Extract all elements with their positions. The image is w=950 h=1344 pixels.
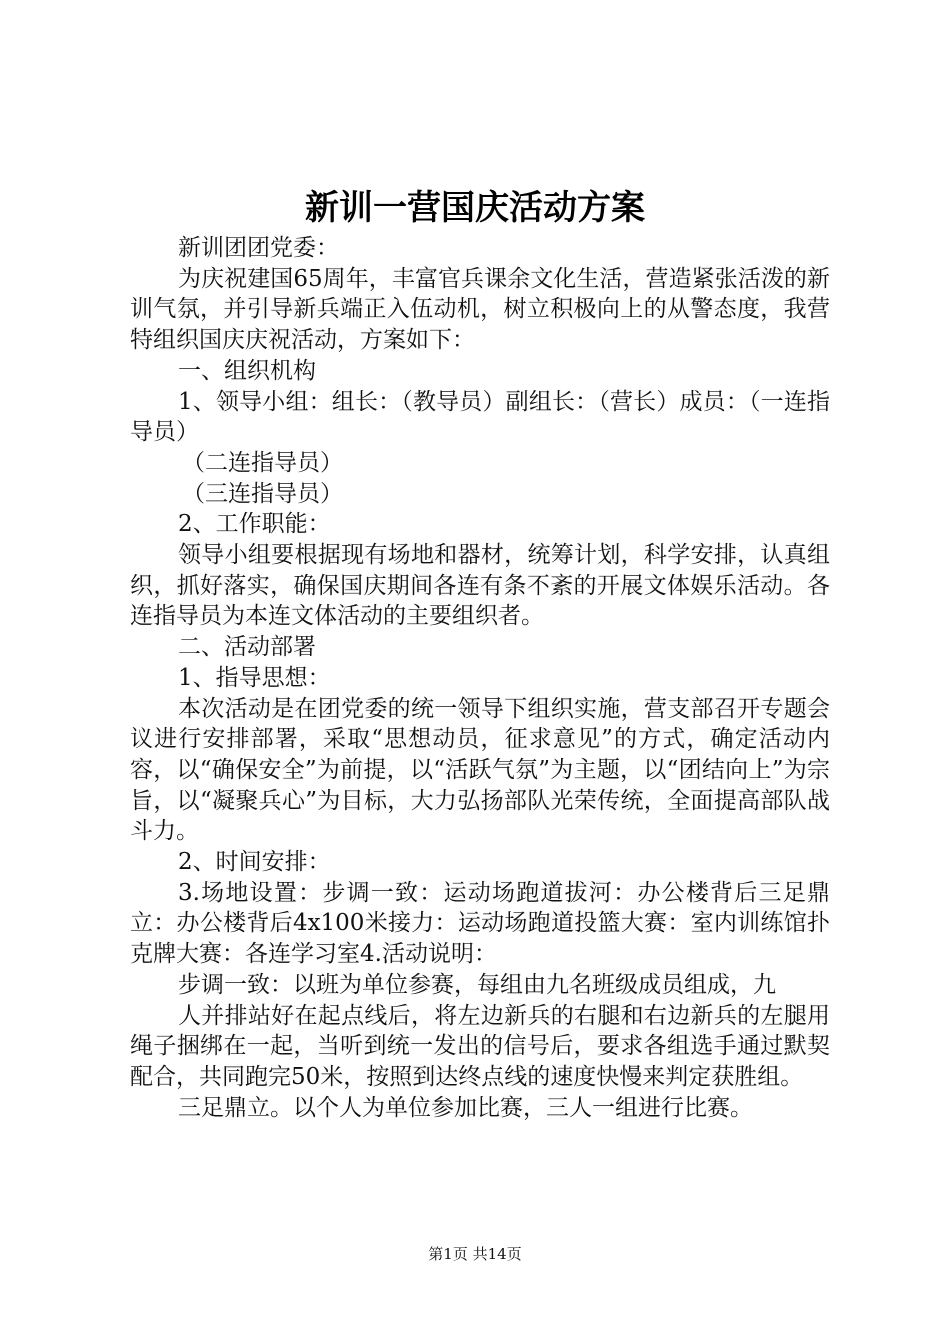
section-heading-organization: 一、组织机构: [178, 357, 316, 384]
document-title: 新训一营国庆活动方案: [305, 188, 645, 228]
intro-paragraph: 为庆祝建国65周年，丰富官兵课余文化生活，营造紧张活泼的新训气氛，并引导新兵端正入伍动机，树立积极向上的从警态度，我营特组织国庆庆祝活动，方案如下：: [130, 265, 830, 354]
section-heading-deployment: 二、活动部署: [178, 634, 316, 661]
event-description-paragraph: 三足鼎立。以个人为单位参加比赛，三人一组进行比赛。: [178, 1094, 753, 1121]
member-line: （三连指导员）: [182, 480, 343, 507]
member-line: （二连指导员）: [182, 449, 343, 476]
guiding-idea-paragraph: 本次活动是在团党委的统一领导下组织实施，营支部召开专题会议进行安排部署，采取“思想动员，征求意见”的方式，确定活动内容，以“确保安全”为前提，以“活跃气氛”为主题，以“团结向上”为宗旨，以“凝聚兵心”为目标，大力弘扬部队光荣传统，全面提高部队战斗力。: [130, 695, 830, 845]
salutation: 新训团团党委：: [178, 235, 339, 261]
event-rules-paragraph: 人并排站好在起点线后，将左边新兵的右腿和右边新兵的左腿用绳子捆绑在一起，当听到统一发出的信号后，要求各组选手通过默契配合，共同跑完50米，按照到达终点线的速度快慢来判定获胜组。: [130, 1002, 830, 1090]
subheading-duties: 2、工作职能：: [178, 511, 331, 538]
venue-paragraph: 3.场地设置：步调一致：运动场跑道拔河：办公楼背后三足鼎立：办公楼背后4x100米接力：运动场跑道投篮大赛：室内训练馆扑克牌大赛：各连学习室4.活动说明：: [130, 879, 830, 968]
page-number-footer: 第1页 共14页: [428, 1245, 522, 1263]
subheading-schedule: 2、时间安排：: [178, 849, 331, 876]
leadership-group-paragraph: 1、领导小组：组长：（教导员）副组长：（营长）成员：（一连指导员）: [130, 388, 830, 446]
duties-paragraph: 领导小组要根据现有场地和器材，统筹计划，科学安排，认真组织，抓好落实，确保国庆期间各连有条不紊的开展文体娱乐活动。各连指导员为本连文体活动的主要组织者。: [130, 542, 830, 630]
event-description-paragraph: 步调一致：以班为单位参赛，每组由九名班级成员组成，九: [178, 971, 776, 998]
subheading-guiding-idea: 1、指导思想：: [178, 664, 331, 691]
document-body: [130, 233, 830, 1123]
